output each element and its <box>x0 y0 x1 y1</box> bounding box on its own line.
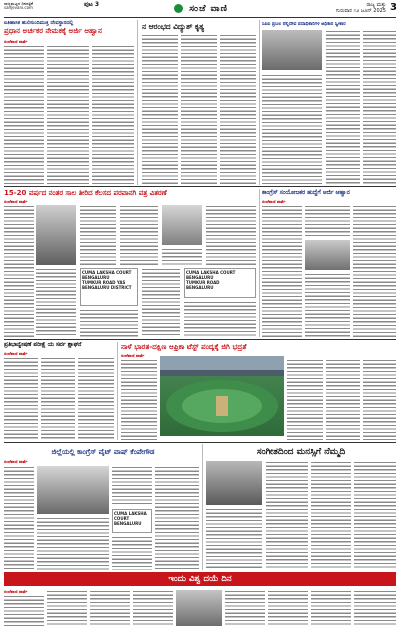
article-body-col <box>36 268 76 337</box>
stadium-photo <box>160 356 284 436</box>
article-byline: ಸಂಜೆವಾಣಿ ವಾರ್ತೆ <box>4 39 28 44</box>
section-divider <box>4 186 396 187</box>
article-body-col <box>4 595 44 626</box>
article-banner-band5: ಇಂದು ವಿಶ್ವ ದಯೆ ದಿನ <box>4 572 396 586</box>
article-top-left <box>4 20 132 35</box>
paper-logo-icon <box>174 4 183 13</box>
article-body-col <box>80 309 138 337</box>
article-body-col <box>120 205 158 265</box>
column-divider <box>117 342 118 440</box>
article-body-col <box>92 45 134 185</box>
masthead-left <box>4 2 33 10</box>
ad-line: CUMA LAKSHA COURT <box>82 270 132 275</box>
article-headline-band4-right: ಸಂಗೀತದಿಂದ ಮನಸ್ಸಿಗೆ ನೆಮ್ಮದಿ <box>256 447 346 457</box>
article-body-col <box>112 466 152 506</box>
article-body-col <box>305 205 350 237</box>
masthead-section: ರಾಜ್ಯ ಮತ್ತು <box>366 2 386 8</box>
article-photo <box>36 205 76 265</box>
classified-ad <box>184 268 256 298</box>
article-kicker: ಐತಿಹಾಸಿಕ ಹುಲಿಸುಂದಿಮುಕ್ತಿ ದೇವಸ್ಥಾನದಲ್ಲಿ <box>4 20 74 26</box>
article-body-col <box>47 590 87 626</box>
masthead-date: ಗುರುವಾರ ೧೨ ಜೂನ್ 2025 <box>335 8 386 14</box>
article-body-col <box>4 45 44 185</box>
article-headline-band4-left: ಜಿಲ್ಲೆಯಲ್ಲಿ ಕಾಂಗ್ರೆಸ್ ವೈಟ್ ವಾಷ್ ಕೆಂಪೇಗೌಡ <box>51 448 155 456</box>
ad-line: CUMA LAKSHA COURT <box>114 511 147 521</box>
article-photo <box>262 30 322 70</box>
ad-line: BENGALURU DISTRICT <box>82 285 132 290</box>
article-body-col <box>206 508 262 570</box>
article-body-col <box>311 590 351 626</box>
article-photo <box>206 461 262 505</box>
article-body-col <box>155 466 199 570</box>
paper-name <box>150 4 250 18</box>
section-divider <box>4 442 396 443</box>
article-body-col <box>90 590 130 626</box>
article-photo <box>162 205 202 245</box>
article-body-col <box>142 34 178 185</box>
article-body-col <box>41 357 75 440</box>
article-byline: ಸಂಜೆವಾಣಿ ವಾರ್ತೆ <box>4 199 28 204</box>
article-byline: ಸಂಜೆವಾಣಿ ವಾರ್ತೆ <box>4 589 28 594</box>
masthead-left-line-1: ರಾಜ್ಯಮಟ್ಟದ ದಿನಪತ್ರಿಕೆ <box>4 1 33 6</box>
article-body-col <box>162 248 202 265</box>
article-body-col <box>4 205 34 337</box>
article-headline-band3-sports: ನಾಳೆ ಭಾರತ-ದಕ್ಷಿಣ ಆಫ್ರಿಕಾ ಟೆಸ್ಟ್ ಪಂದ್ಯಕ್ಕೆ ಜಿಗಿ ಭದ್ರತೆ <box>121 342 247 351</box>
article-body-col <box>262 74 322 185</box>
article-body-col <box>121 359 157 440</box>
article-body-col <box>133 590 173 626</box>
classified-ad <box>112 509 152 533</box>
article-body-col <box>142 268 180 337</box>
article-body-col <box>262 205 302 337</box>
ad-line: BENGALURU <box>186 275 214 280</box>
article-body-col <box>305 273 350 337</box>
article-body-col <box>363 30 396 185</box>
article-body-col <box>326 359 360 440</box>
article-body-col <box>354 461 396 570</box>
article-body-col <box>4 357 38 440</box>
article-body-col <box>4 466 34 570</box>
ad-line: CUMA LAKSHA COURT <box>186 270 236 275</box>
article-byline: ಸಂಜೆವಾಣಿ ವಾರ್ತೆ <box>4 351 28 356</box>
ad-line: TUMKUR ROAD <box>186 280 220 285</box>
stadium-illustration <box>160 356 284 436</box>
article-byline: ಸಂಜೆವಾಣಿ ವಾರ್ತೆ <box>121 353 145 358</box>
article-byline: ಸಂಜೆವಾಣಿ ವಾರ್ತೆ <box>4 459 28 464</box>
column-divider <box>259 20 260 185</box>
article-body-col <box>80 205 116 265</box>
article-body-col <box>112 536 152 570</box>
page-number: 3 <box>390 2 397 13</box>
article-headline-band2-left: 15-20 ವರ್ಷದ ನಂತರ ಸಾಲ ತೀರಿದ ಕೆಲಸದ ಪರವಾನಗಿ ಪತ್ರ ವಿತರಣೆ <box>4 189 167 197</box>
article-body-col <box>225 590 265 626</box>
masthead-divider <box>4 17 396 18</box>
article-photo <box>305 240 350 270</box>
article-headline: ಪ್ರಧಾನ ಅರ್ಚಕರ ನೇಮಕಕ್ಕೆ ಅರ್ಜಿ ಆಹ್ವಾನ <box>4 26 102 35</box>
classified-ad <box>80 268 138 306</box>
article-body-col <box>37 517 109 570</box>
ad-line: BENGALURU <box>114 521 142 526</box>
article-headline-band2-right: ಕಾಂಗ್ರೆಸ್ ಸಂಯೋಜಕರ ಹುದ್ದೆಗೆ ಅರ್ಜಿ ಆಹ್ವಾನ <box>262 190 350 196</box>
article-headline-top-right: ಸಿಪಿಐ ಪ್ರಬಲ ನೆಲ್ಲಿದೇವ ಪದಾಧಿಕಾರಿಗಳ ಅಧಿಕಾರ ಸ್ವೀಕಾರ <box>262 22 346 27</box>
article-body-col <box>184 301 256 337</box>
article-body-col <box>287 359 323 440</box>
article-body-col <box>363 359 396 440</box>
section-divider <box>4 339 396 340</box>
article-byline: ಸಂಜೆವಾಣಿ ವಾರ್ತೆ <box>262 199 286 204</box>
masthead-mid-label: ಪುಟ 3 <box>84 1 100 8</box>
ad-line: BENGALURU <box>82 275 110 280</box>
masthead-left-line-2: sanjevani.com <box>4 5 33 10</box>
article-headline-top-middle: ನ ಆರಂಭದ ವಿದ್ಯುತ್ ಕೃತ್ಯ <box>142 22 205 31</box>
article-body-col <box>266 461 308 570</box>
column-divider <box>259 189 260 337</box>
ad-line: TUMKUR ROAD YAS <box>82 280 126 285</box>
column-divider <box>202 444 203 570</box>
article-body-col <box>354 590 396 626</box>
article-body-col <box>181 34 217 185</box>
article-photo <box>37 466 109 514</box>
paper-name-text: ಸಂಜೆ ವಾಣಿ <box>189 4 228 14</box>
article-body-col <box>47 45 89 185</box>
article-body-col <box>353 205 396 337</box>
article-body-col <box>268 590 308 626</box>
article-body-col <box>311 461 351 570</box>
article-photo <box>176 590 222 626</box>
article-body-col <box>326 30 360 185</box>
article-body-col <box>220 34 256 185</box>
column-divider <box>137 20 138 185</box>
article-headline-band3-left: ಪ್ರತಿಭಾನ್ವೇಷಣೆ ಪರೀಕ್ಷೆ ಯ ಸರ್ವ ಶ್ಲಾಘನೆ <box>4 342 82 348</box>
ad-line: BENGALURU <box>186 285 214 290</box>
masthead-right <box>336 2 386 14</box>
article-body-col <box>78 357 114 440</box>
article-body-col <box>206 205 256 265</box>
